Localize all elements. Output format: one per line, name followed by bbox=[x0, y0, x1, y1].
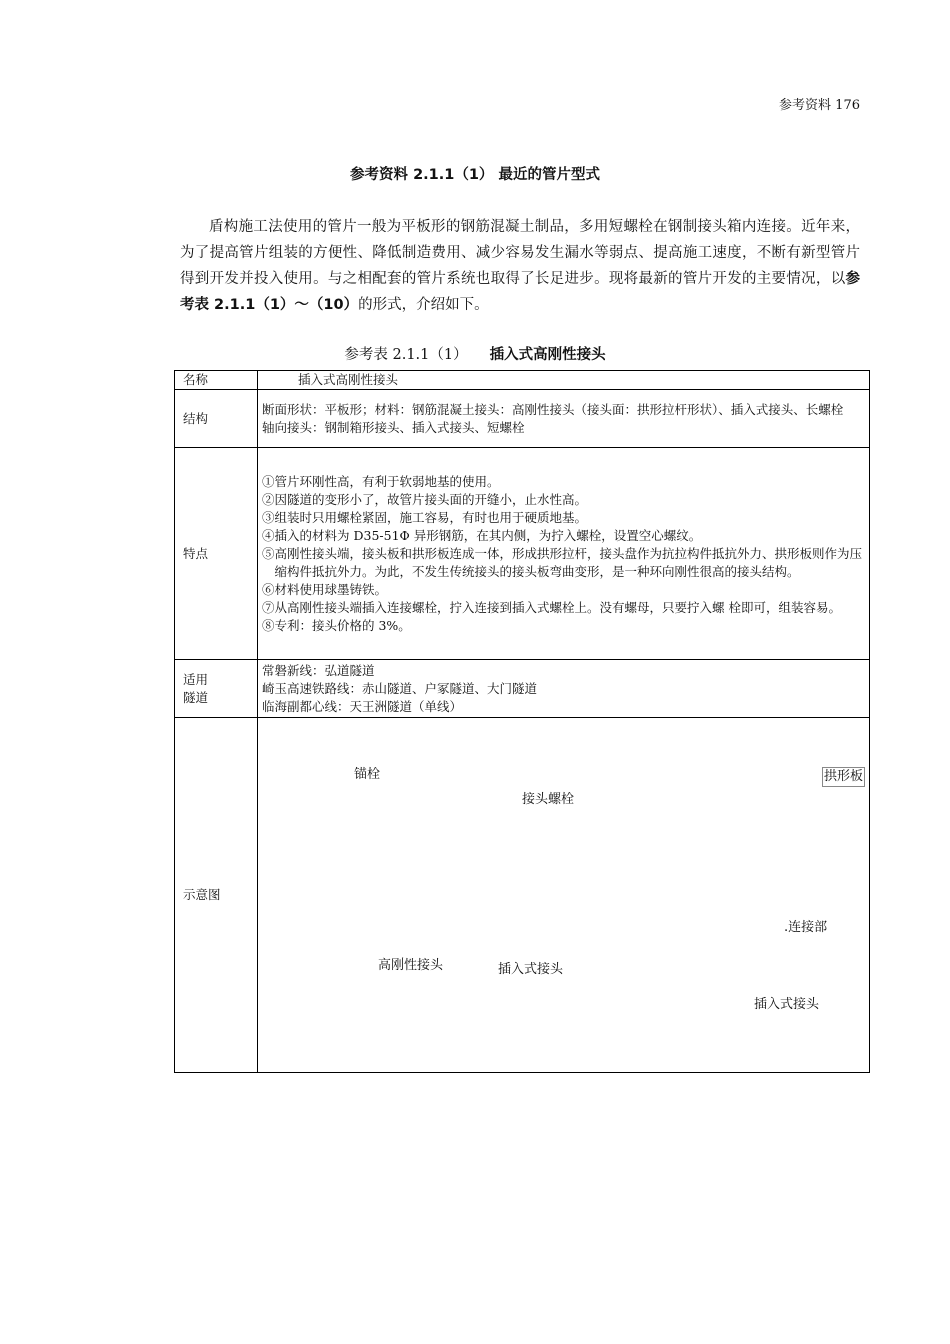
tunnel-item: 崎玉高速铁路线：赤山隧道、户冢隧道、大门隧道 bbox=[262, 680, 538, 696]
row-name bbox=[175, 371, 870, 390]
intro-text: 盾构施工法使用的管片一般为平板形的钢筋混凝土制品，多用短螺栓在钢制接头箱内连接。近年来，为了提高管片组装的方便性、降低制造费用、减少容易发生漏水等弱点、提高施工速度，不断有新型管片得到开发并投入使用。与之相配套的管片系统也取得了长足进步。现将最新的管片开发的主要情况，以 bbox=[180, 219, 860, 287]
row-structure bbox=[175, 390, 870, 448]
spec-table bbox=[174, 370, 870, 1073]
diagram-area bbox=[258, 718, 870, 1073]
label-insert-joint: 插入式接头 bbox=[498, 962, 564, 977]
structure-line: 轴向接头：钢制箱形接头、插入式接头、短螺栓 bbox=[262, 419, 525, 435]
table-number: 参考表 2.1.1（1） bbox=[344, 347, 468, 363]
feature-item: ⑦从高刚性接头端插入连接螺栓，拧入连接到插入式螺栓上。没有螺母，只要拧入螺 栓即可，组装容易。 bbox=[262, 599, 841, 615]
tunnel-item: 临海副都心线：天王洲隧道（单线） bbox=[262, 698, 463, 714]
label-diagram: 示意图 bbox=[175, 718, 258, 1073]
label-tunnels bbox=[175, 660, 258, 718]
value-features bbox=[258, 448, 870, 660]
row-tunnels bbox=[175, 660, 870, 718]
feature-item: ⑧专利：接头价格的 3%。 bbox=[262, 617, 411, 633]
intro-paragraph bbox=[180, 214, 860, 318]
feature-item: ③组装时只用螺栓紧固，施工容易，有时也用于硬质地基。 bbox=[262, 509, 588, 525]
feature-item: ⑤高刚性接头端，接头板和拱形板连成一体，形成拱形拉杆，接头盘作为抗拉构件抵抗外力、拱形板则作为压缩构件抵抗外力。为此，不发生传统接头的接头板弯曲变形，是一种环向刚性很高的接头结构。 bbox=[262, 545, 863, 579]
feature-item: ⑥材料使用球墨铸铁。 bbox=[262, 581, 388, 597]
page-header: 参考资料 176 bbox=[779, 98, 860, 113]
value-tunnels bbox=[258, 660, 870, 718]
label-insert-joint-2: 插入式接头 bbox=[754, 997, 820, 1012]
label-high-rigid-joint: 高刚性接头 bbox=[378, 958, 444, 973]
label-name: 名称 bbox=[175, 371, 258, 390]
label-tunnels-line: 适用 bbox=[183, 671, 209, 687]
label-features: 特点 bbox=[175, 448, 258, 660]
value-name: 插入式高刚性接头 bbox=[258, 371, 870, 390]
label-anchor-bolt: 锚栓 bbox=[354, 767, 381, 782]
feature-item: ②因隧道的变形小了，故管片接头面的开缝小，止水性高。 bbox=[262, 491, 588, 507]
row-diagram bbox=[175, 718, 870, 1073]
feature-item: ④插入的材料为 D35-51Φ 异形钢筋，在其内侧，为拧入螺栓，设置空心螺纹。 bbox=[262, 527, 702, 543]
label-connection: .连接部 bbox=[784, 920, 828, 935]
label-joint-bolt: 接头螺栓 bbox=[522, 792, 575, 807]
label-arch-plate: 拱形板 bbox=[822, 767, 865, 787]
label-structure: 结构 bbox=[175, 390, 258, 448]
table-caption bbox=[0, 343, 950, 364]
feature-item: ①管片环刚性高，有利于软弱地基的使用。 bbox=[262, 473, 500, 489]
section-title: 参考资料 2.1.1（1） 最近的管片型式 bbox=[350, 167, 600, 183]
structure-line: 断面形状：平板形；材料：钢筋混凝土接头：高刚性接头（接头面：拱形拉杆形状）、插入式接头、长螺栓 bbox=[262, 401, 844, 417]
intro-bold-ref: 参考表 2.1.1（1）～（10） bbox=[180, 271, 860, 313]
tunnel-item: 常磐新线：弘道隧道 bbox=[262, 662, 375, 678]
label-tunnels-line: 隧道 bbox=[183, 689, 209, 705]
row-features bbox=[175, 448, 870, 660]
table-name: 插入式高刚性接头 bbox=[489, 347, 606, 363]
intro-tail: 的形式，介绍如下。 bbox=[358, 297, 489, 313]
value-structure bbox=[258, 390, 870, 448]
